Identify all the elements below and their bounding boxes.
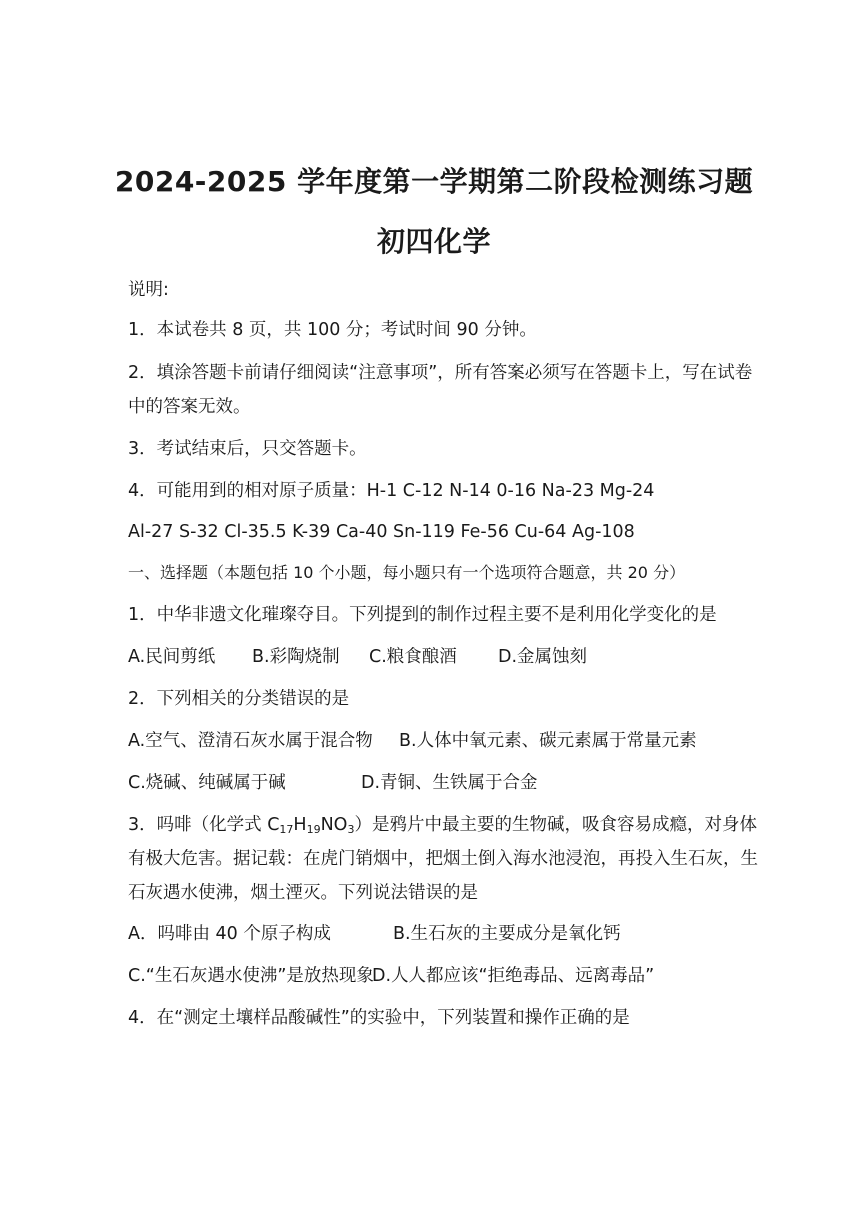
instruction-item-2-line-1: 2．填涂答题卡前请仔细阅读“注意事项”，所有答案必须写在答题卡上，写在试卷 <box>128 363 753 383</box>
question-1-option-c: C.粮食酿酒 <box>369 647 457 667</box>
instruction-item-2-line-2: 中的答案无效。 <box>128 397 251 417</box>
formula-no: NO <box>320 815 348 835</box>
question-2-option-a: A.空气、澄清石灰水属于混合物 <box>128 731 373 751</box>
instructions-heading: 说明: <box>128 280 169 300</box>
question-2-option-c: C.烧碱、纯碱属于碱 <box>128 773 286 793</box>
question-3-option-c: C.“生石灰遇水使沸”是放热现象 <box>128 966 374 986</box>
exam-title: 2024-2025 学年度第一学期第二阶段检测练习题 <box>114 165 754 198</box>
formula-subscript-c: 17 <box>279 823 294 836</box>
question-3-stem-suffix: ）是鸦片中最主要的生物碱，吸食容易成瘾，对身体 <box>354 815 757 835</box>
section-1-heading: 一、选择题（本题包括 10 个小题，每小题只有一个选项符合题意，共 20 分） <box>128 563 686 582</box>
instruction-item-4-line-1: 4．可能用到的相对原子质量：H-1 C-12 N-14 0-16 Na-23 Mg-24 <box>128 481 655 501</box>
formula-h: H <box>293 815 307 835</box>
question-2-stem: 2．下列相关的分类错误的是 <box>128 689 350 709</box>
question-2-options-row-2 <box>128 771 538 795</box>
question-2-options-row-1 <box>128 729 697 753</box>
question-1-stem: 1．中华非遗文化璀璨夺目。下列提到的制作过程主要不是利用化学变化的是 <box>128 605 717 625</box>
question-2-option-d: D.青铜、生铁属于合金 <box>361 773 538 793</box>
question-1-option-b: B.彩陶烧制 <box>252 647 340 667</box>
question-1-option-a: A.民间剪纸 <box>128 647 216 667</box>
question-3-option-d: D.人人都应该“拒绝毒品、远离毒品” <box>372 966 655 986</box>
instruction-item-1: 1．本试卷共 8 页，共 100 分；考试时间 90 分钟。 <box>128 320 537 340</box>
instruction-item-3: 3．考试结束后，只交答题卡。 <box>128 439 367 459</box>
question-3-stem-line-1 <box>128 813 757 837</box>
question-1-options <box>128 645 587 669</box>
question-3-option-b: B.生石灰的主要成分是氧化钙 <box>393 924 621 944</box>
instruction-item-4-line-2: Al-27 S-32 Cl-35.5 K-39 Ca-40 Sn-119 Fe-56 Cu-64 Ag-108 <box>128 522 635 542</box>
question-1-option-d: D.金属蚀刻 <box>498 647 588 667</box>
question-3-options-row-2 <box>128 964 654 988</box>
question-3-options-row-1 <box>128 922 621 946</box>
question-3-stem-prefix: 3．吗啡（化学式 C <box>128 815 280 835</box>
question-4-stem: 4．在“测定土壤样品酸碱性”的实验中，下列装置和操作正确的是 <box>128 1008 630 1028</box>
question-3-option-a: A．吗啡由 40 个原子构成 <box>128 924 331 944</box>
formula-subscript-o: 3 <box>347 823 355 836</box>
question-3-stem-line-3: 石灰遇水使沸，烟土湮灭。下列说法错误的是 <box>128 883 478 903</box>
exam-subject: 初四化学 <box>376 225 491 258</box>
question-3-stem-line-2: 有极大危害。据记载：在虎门销烟中，把烟土倒入海水池浸泡，再投入生石灰，生 <box>128 849 758 869</box>
formula-subscript-h: 19 <box>306 823 321 836</box>
question-2-option-b: B.人体中氧元素、碳元素属于常量元素 <box>399 731 697 751</box>
